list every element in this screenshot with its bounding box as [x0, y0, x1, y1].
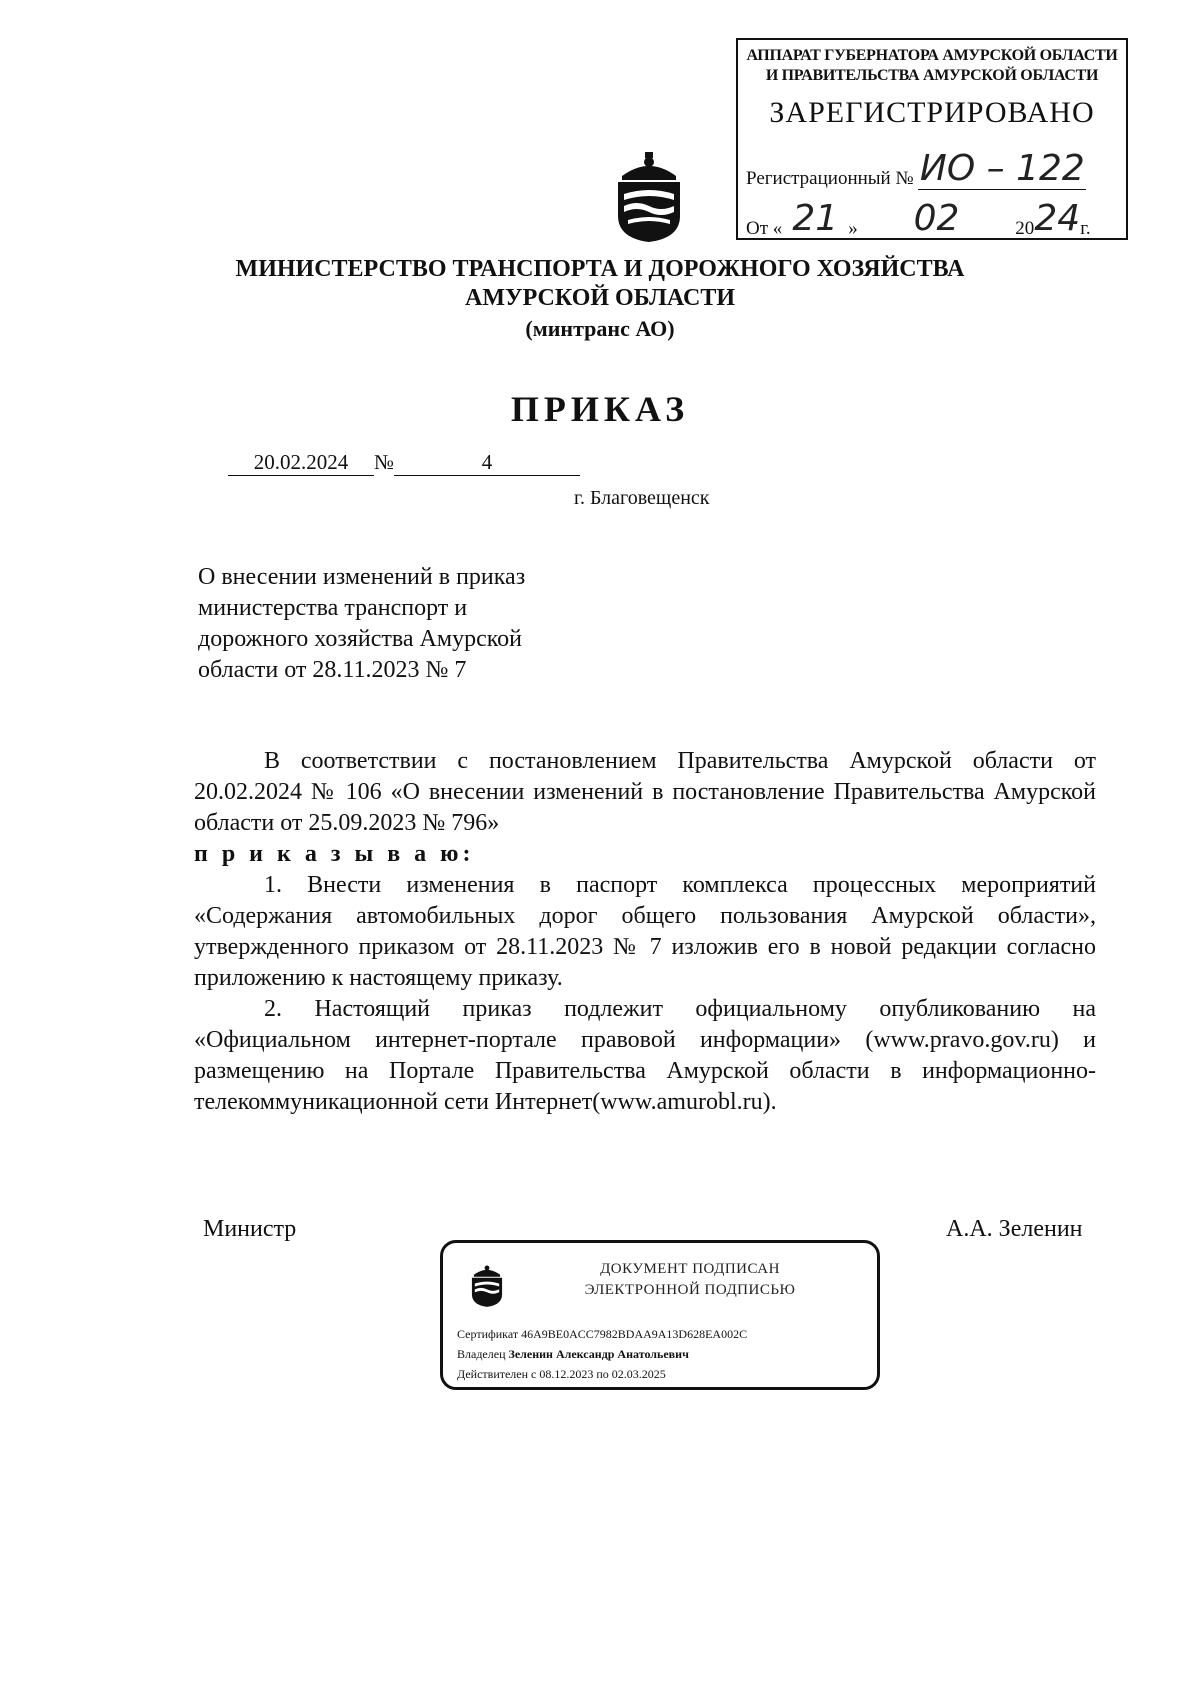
stamp-year-unit: г. — [1080, 218, 1091, 239]
order-number-label: № — [374, 450, 395, 474]
coat-of-arms-icon — [469, 1261, 505, 1309]
order-body — [194, 746, 1096, 1118]
stamp-year-prefix: 20 — [1015, 218, 1035, 239]
signatory-name: А.А. Зеленин — [946, 1216, 1083, 1242]
coat-of-arms-icon — [612, 150, 686, 244]
electronic-signature-stamp — [440, 1240, 880, 1390]
order-number: 4 — [394, 450, 580, 476]
stamp-reg-number-line — [746, 148, 1118, 190]
order-item-1: 1. Внести изменения в паспорт комплекса процессных мероприятий «Содержания автомобильных дорог общего пользования Амурской области», утвержденного приказом от 28.11.2023 № 7 изложив его в новой редакции согласно приложению к настоящему приказу. — [194, 872, 1096, 991]
signatory-title: Министр — [203, 1216, 297, 1242]
order-date: 20.02.2024 — [228, 450, 374, 476]
order-directive-word: п р и к а з ы в а ю: — [194, 841, 475, 867]
esign-valid-from: 08.12.2023 — [539, 1367, 594, 1381]
esign-cert-label: Сертификат — [457, 1327, 519, 1341]
esign-heading — [513, 1259, 867, 1301]
subject-line: министерства транспорт и — [198, 595, 468, 621]
esign-validity — [457, 1367, 666, 1382]
registration-stamp — [736, 38, 1128, 240]
esign-valid-from-label: с — [531, 1367, 537, 1381]
order-city: г. Благовещенск — [574, 487, 710, 509]
esign-valid-to-label: по — [596, 1367, 609, 1381]
esign-certificate — [457, 1327, 747, 1342]
stamp-date-line — [746, 198, 1118, 240]
subject-line: О внесении изменений в приказ — [198, 564, 526, 590]
order-date-number-line — [228, 450, 580, 476]
stamp-day-close: » — [848, 218, 858, 239]
esign-owner — [457, 1347, 689, 1362]
esign-valid-to: 02.03.2025 — [611, 1367, 666, 1381]
esign-cert-value: 46A9BE0ACC7982BDAA9A13D628EA002C — [521, 1327, 748, 1341]
stamp-org-line2: И ПРАВИТЕЛЬСТВА АМУРСКОЙ ОБЛАСТИ — [765, 67, 1099, 84]
ministry-short-name: (минтранс АО) — [525, 316, 675, 341]
subject-line: области от 28.11.2023 № 7 — [198, 657, 467, 683]
ministry-name-line1: МИНИСТЕРСТВО ТРАНСПОРТА И ДОРОЖНОГО ХОЗЯЙСТВА — [235, 256, 965, 282]
stamp-from-label: От « — [746, 218, 783, 239]
stamp-reg-number: ИО – 122 — [919, 148, 1085, 189]
esign-owner-value: Зеленин Александр Анатольевич — [508, 1347, 689, 1361]
order-subject — [198, 562, 578, 686]
esign-valid-label: Действителен — [457, 1367, 529, 1381]
subject-line: дорожного хозяйства Амурской — [198, 626, 522, 652]
stamp-reg-label: Регистрационный № — [746, 168, 914, 189]
order-item-2: 2. Настоящий приказ подлежит официальному опубликованию на «Официальном интернет-портале правовой информации» (www.pravo.gov.ru) и размещению на Портале Правительства Амурской области в информационно-телекоммуникационной сети Интернет(www.amurobl.ru). — [194, 996, 1096, 1115]
esign-heading-line2: ЭЛЕКТРОННОЙ ПОДПИСЬЮ — [584, 1282, 796, 1298]
stamp-title: ЗАРЕГИСТРИРОВАНО — [769, 96, 1095, 129]
stamp-org-line1: АППАРАТ ГУБЕРНАТОРА АМУРСКОЙ ОБЛАСТИ — [746, 47, 1118, 64]
ministry-name-line2: АМУРСКОЙ ОБЛАСТИ — [465, 285, 735, 311]
stamp-month: 02 — [863, 198, 1011, 240]
esign-heading-line1: ДОКУМЕНТ ПОДПИСАН — [600, 1261, 780, 1277]
stamp-year-suffix: 24 — [1034, 198, 1081, 239]
order-preamble: В соответствии с постановлением Правительства Амурской области от 20.02.2024 № 106 «О внесении изменений в постановление Правительства Амурской области от 25.09.2023 № 796» — [194, 748, 1096, 836]
esign-owner-label: Владелец — [457, 1347, 506, 1361]
stamp-day: 21 — [782, 198, 848, 240]
document-type-title: ПРИКАЗ — [510, 389, 690, 429]
